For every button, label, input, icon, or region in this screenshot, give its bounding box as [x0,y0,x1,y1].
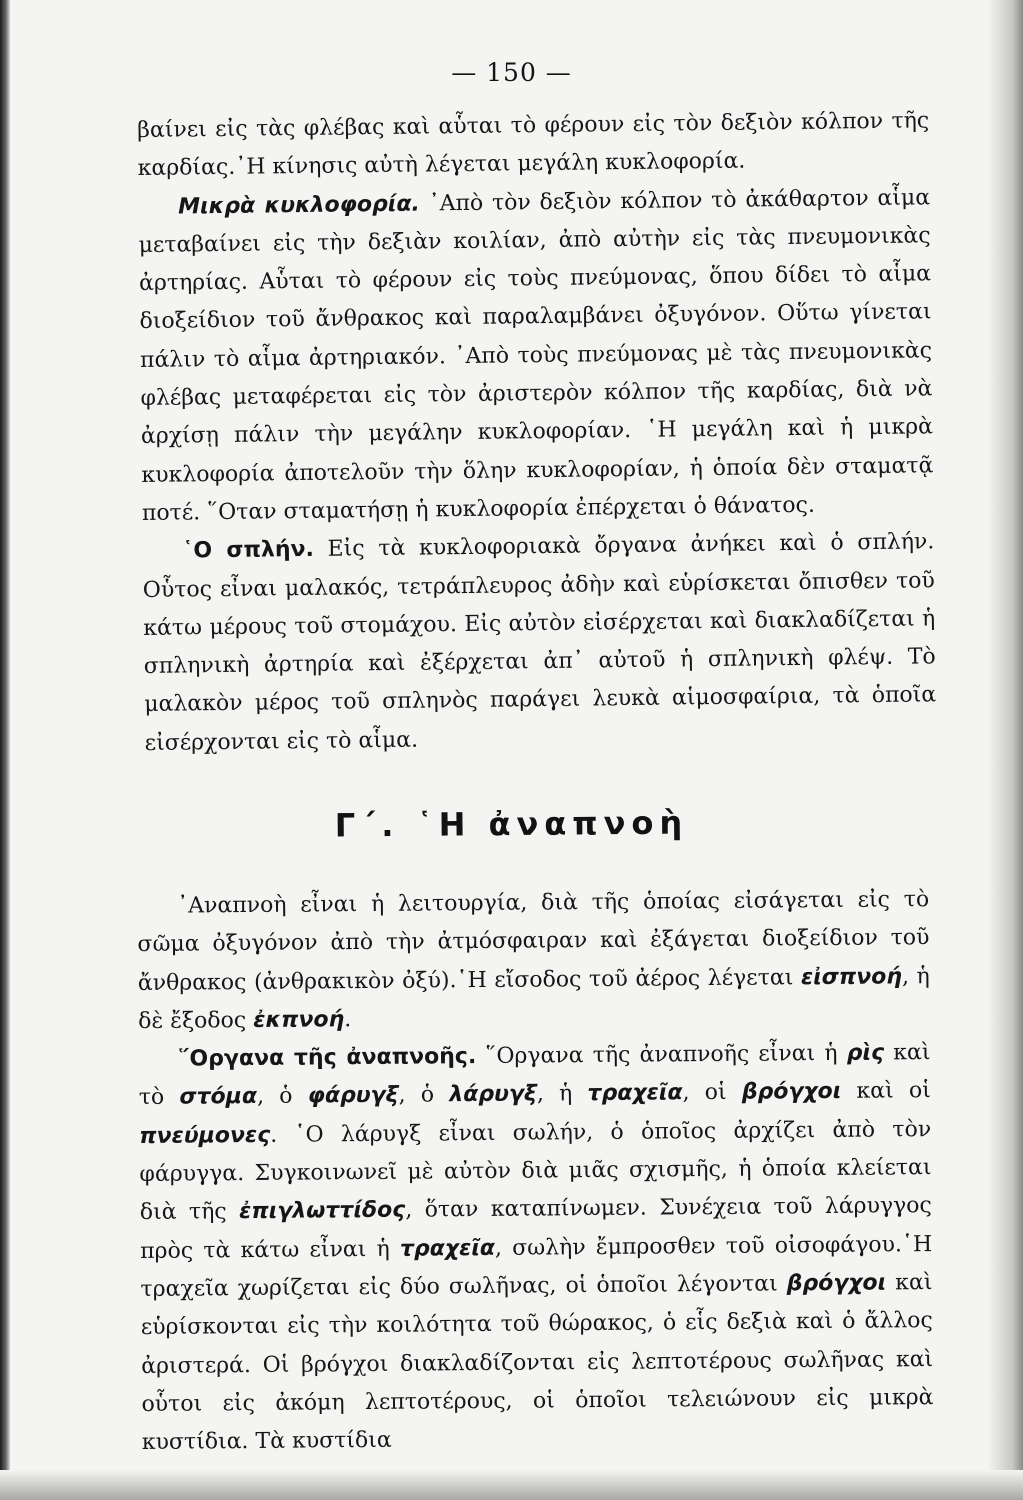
page-bottom-shadow [0,1470,1023,1500]
small-circulation-text: ᾿Απὸ τὸν δεξιὸν κόλπον τὸ ἀκάθαρτον αἷμα μεταβαίνει εἰς τὴν δεξιὰν κοιλίαν, ἀπὸ αὐτὴν εἰς τὰς πνευμονικὰς ἀρτηρίας. Αὗται τὸ φέρουν εἰς τοὺς πνεύμονας, ὅπου δίδει τὸ αἷμα διοξείδιον τοῦ ἄνθρακος καὶ παραλαμβάνει ὀξυγόνον. Οὕτω γίνεται πάλιν τὸ αἷμα ἀρτηριακόν. ᾿Απὸ τοὺς πνεύμονας μὲ τὰς πνευμονικὰς φλέβας μεταφέρεται εἰς τὸν ἀριστερὸν κόλπον τῆς καρδίας, διὰ νὰ ἀρχίσῃ πάλιν τὴν μεγάλην κυκλοφορίαν. ῾Η μεγάλη καὶ ἡ μικρὰ κυκλοφορία ἀποτελοῦν τὴν ὅλην κυκλοφορίαν, ἡ ὁποία δὲν σταματᾷ ποτέ. ῞Οταν σταματήσῃ ἡ κυκλοφορία ἐπέρχεται ὁ θάνατος. [138,184,934,526]
text-run: , οἱ [682,1080,742,1106]
respiration-text [137,881,934,1462]
small-circulation-heading: Μικρὰ κυκλοφορία. [178,191,420,220]
text-run: , ὁ [398,1082,450,1109]
term-pharynx: φάρυγξ [307,1083,399,1110]
term-inhalation: εἰσπνοή [800,963,903,990]
term-bronchi-2: βρόγχοι [786,1270,887,1297]
term-mouth: στόμα [179,1084,258,1111]
term-exhalation: ἐκπνοή [253,1007,345,1033]
paragraph-spleen [142,524,937,763]
text-run: , σωλὴν ἔμπροσθεν τοῦ οἰσοφάγου.῾Η τραχεῖα χωρίζεται εἰς δύο σωλῆνας, οἱ ὁποῖοι λέγονται [140,1231,933,1302]
term-bronchi: βρόγχοι [741,1079,842,1106]
circulation-text [137,102,937,763]
spleen-text: Εἰς τὰ κυκλοφοριακὰ ὄργανα ἀνήκει καὶ ὁ σπλήν. Οὗτος εἶναι μαλακός, τετράπλευρος ἀδὴν καὶ εὑρίσκεται ὄπισθεν τοῦ κάτω μέρους τοῦ στομάχου. Εἰς αὐτὸν εἰσέρχεται καὶ διακλαδίζεται ἡ σπληνικὴ ἀρτηρία καὶ ἐξέρχεται ἀπ᾿ αὐτοῦ ἡ σπληνικὴ φλέψ. Τὸ μαλακὸν μέρος τοῦ σπληνὸς παράγει λευκὰ αἱμοσφαίρια, τὰ ὁποῖα εἰσέρχονται εἰς τὸ αἷμα. [142,529,937,756]
text-run: καὶ εὑρίσκονται εἰς τὴν κοιλότητα τοῦ θώρακος, ὁ εἷς δεξιὰ καὶ ὁ ἄλλος ἀριστερά. Οἱ βρόγχοι διακλαδίζονται εἰς λεπτοτέρους σωλῆνας καὶ οὗτοι εἰς ἀκόμη λεπτοτέρους, οἱ ὁποῖοι τελειώνουν εἰς μικρὰ κυστίδια. Τὰ κυστίδια [140,1270,934,1456]
text-run: καὶ οἱ [841,1078,931,1105]
spleen-heading: ῾Ο σπλήν. [182,537,315,564]
paragraph-small-circulation [138,179,934,533]
page-edge-shadow [987,0,1023,1500]
text-run: καὶ τὸ [138,1040,931,1111]
text-run: , ἡ [536,1081,588,1108]
paragraph-great-circulation: βαίνει εἰς τὰς φλέβας καὶ αὗται τὸ φέρουν εἰς τὸν δεξιὸν κόλπον τῆς καρδίας.᾿Η κίνησις αὐτὴ λέγεται μεγάλη κυκλοφορία. [137,108,930,182]
term-trachea: τραχεῖα [587,1080,683,1107]
text-run: . [344,1007,352,1033]
text-run: , ἡ δὲ ἔξοδος [138,963,930,1034]
text-run: ᾿Αναπνοὴ εἶναι ἡ λειτουργία, διὰ τῆς ὁποίας εἰσάγεται εἰς τὸ σῶμα ὀξυγόνον ἀπὸ τὴν ἀτμόσφαιραν καὶ ἐξάγεται διοξείδιον τοῦ ἄνθρακος (ἀνθρακικὸν ὀξύ).῾Η εἴσοδος τοῦ ἀέρος λέγεται [137,887,930,996]
respiratory-organs-heading: ῞Οργανα τῆς ἀναπνοῆς. [178,1044,477,1072]
text-run: , ὁ [256,1084,308,1110]
text-run: ῞Οργανα τῆς ἀναπνοῆς εἶναι ἡ [476,1041,847,1070]
term-nose: ρὶς [846,1040,885,1066]
text-run: , ὅταν καταπίνωμεν. Συνέχεια τοῦ λάρυγγος πρὸς τὰ κάτω εἶναι ἡ [140,1193,932,1264]
text-run: . ῾Ο λάρυγξ εἶναι σωλήν, ὁ ὁποῖος ἀρχίζει ἀπὸ τὸν φάρυγγα. Συγκοινωνεῖ μὲ αὐτὸν διὰ μιᾶς σχισμῆς, ἡ ὁποία κλείεται διὰ τῆς [139,1116,932,1226]
term-lungs: πνεύμονες [139,1122,271,1149]
paragraph-respiratory-organs [138,1034,934,1462]
book-spine-shadow [0,0,10,1500]
paragraph-respiration-definition [137,881,930,1041]
term-epiglottis: ἐπιγλωττίδος [238,1198,406,1225]
section-heading-respiration: Γ΄. ῾Η ἀναπνοὴ [334,803,689,845]
term-larynx: λάρυγξ [449,1082,538,1108]
page-number: — 150 — [451,58,572,87]
term-trachea-2: τραχεῖα [399,1235,496,1262]
